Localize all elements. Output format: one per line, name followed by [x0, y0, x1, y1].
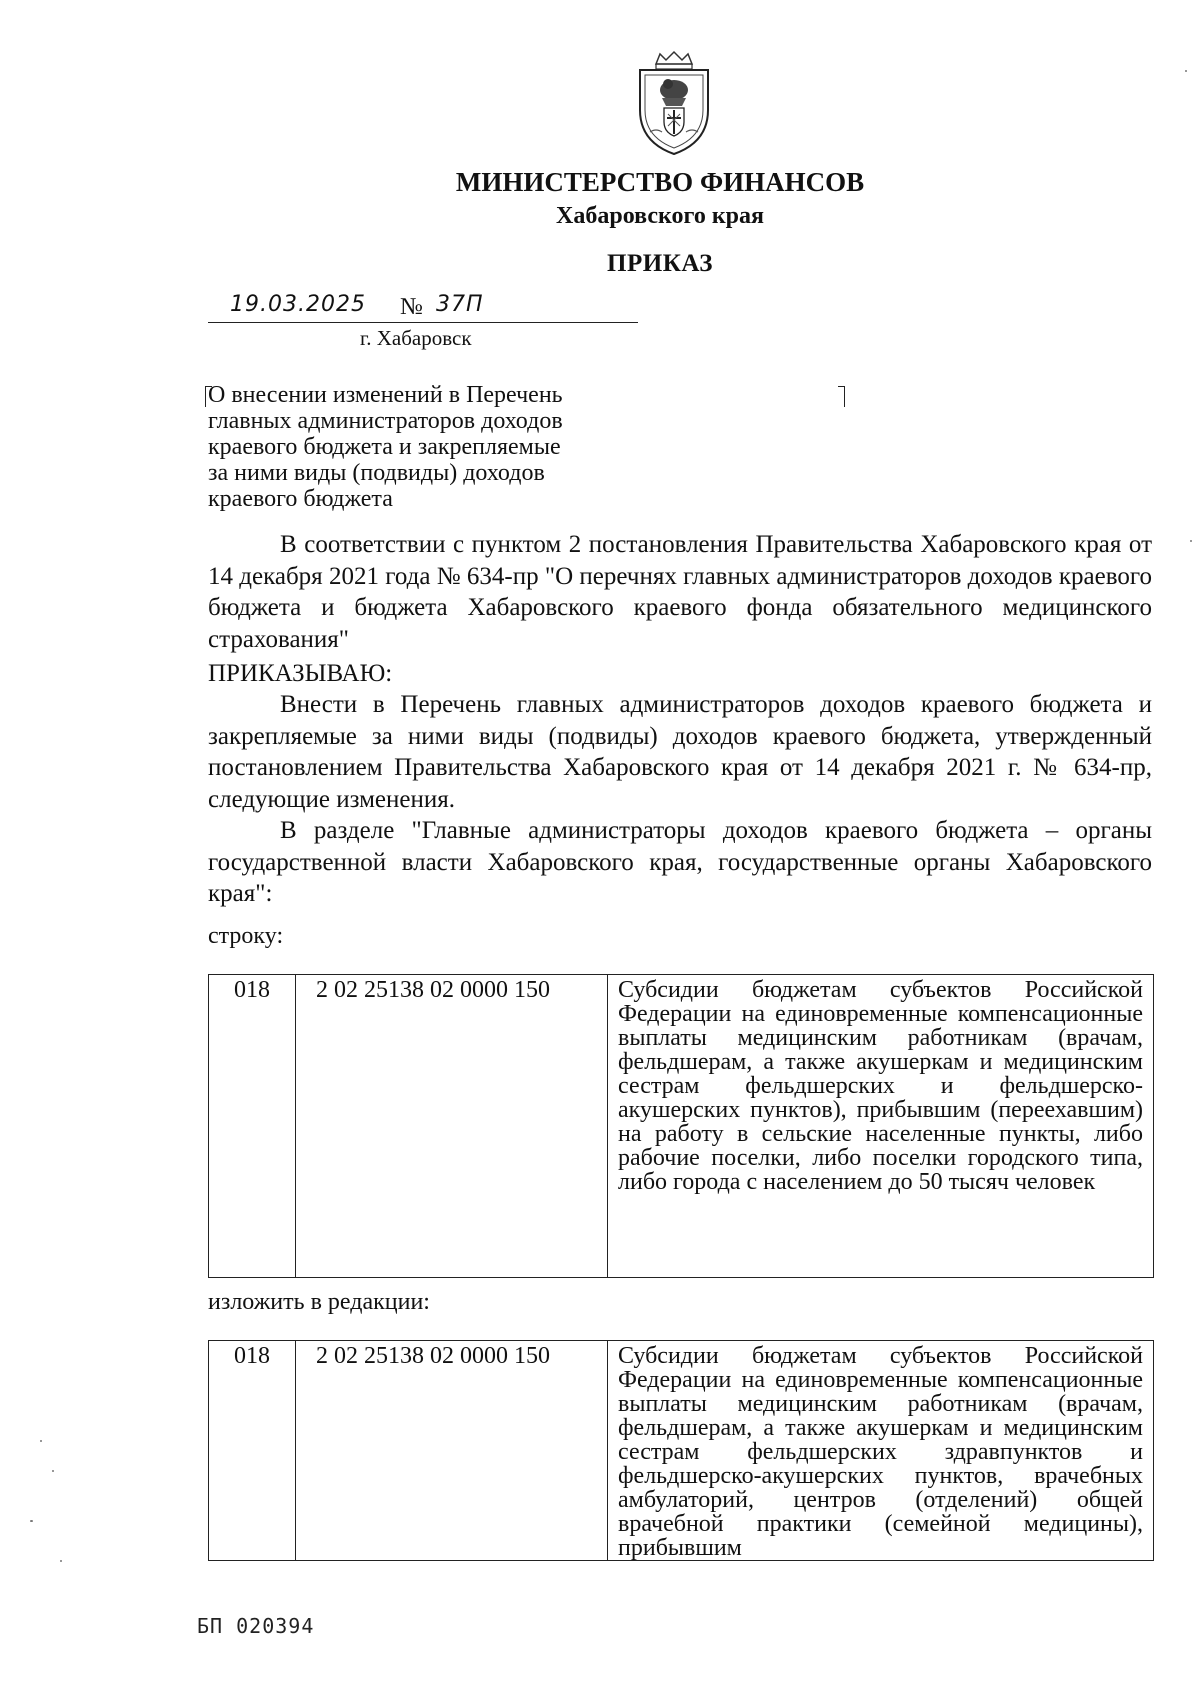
order-word: ПРИКАЗЫВАЮ: [208, 660, 393, 687]
subject-line: за ними виды (подвиды) доходов [208, 460, 545, 486]
new-row-table [208, 1340, 1154, 1561]
scan-speck [60, 1560, 62, 1562]
date-number-line [208, 292, 638, 323]
scan-speck [52, 1470, 54, 1472]
admin-code-cell: 018 [209, 1341, 296, 1561]
label-row: строку: [208, 923, 284, 949]
description-cell: Субсидии бюджетам субъектов Российской Федерации на единовременные компенсационные выплаты медицинским работникам (врачам, фельдшерам, а также акушеркам и медицинским сестрам фельдшерских здравпунктов и фельдшерско-акушерских пунктов, врачебных амбулаторий, центров (отделений) общей врачебной практики (семейной медицины), прибывшим [608, 1341, 1154, 1561]
scan-speck [1185, 70, 1187, 72]
description-cell: Субсидии бюджетам субъектов Российской Федерации на единовременные компенсационные выплаты медицинским работникам (врачам, фельдшерам, а также акушеркам и медицинским сестрам фельдшерских и фельдшерско-акушерских пунктов), прибывшим (переехавшим) на работу в сельские населенные пункты, либо рабочие поселки, либо поселки городского типа, либо города с населением до 50 тысяч человек [608, 975, 1154, 1278]
ministry-region: Хабаровского края [556, 203, 764, 229]
scan-speck [1190, 540, 1192, 542]
scan-speck [30, 1520, 33, 1522]
label-edit: изложить в редакции: [208, 1289, 430, 1315]
order-date: 19.03.2025 [230, 292, 366, 317]
order-number: 37П [436, 292, 484, 317]
preamble-block [208, 529, 1152, 655]
subject-line: О внесении изменений в Перечень [208, 382, 563, 408]
scan-speck [40, 1440, 42, 1442]
paragraph-2-block [208, 815, 1152, 910]
subject-line: главных администраторов доходов [208, 408, 563, 434]
form-serial: БП 020394 [197, 1614, 315, 1638]
table-row [209, 1341, 1154, 1561]
admin-code-cell: 018 [209, 975, 296, 1278]
preamble: В соответствии с пунктом 2 постановления Правительства Хабаровского края от 14 декабря 2021 года № 634-пр "О перечнях главных администраторов доходов краевого бюджета и бюджета Хабаровского краевого фонда обязательного медицинского страхования" [208, 531, 1152, 653]
ministry-name: МИНИСТЕРСТВО ФИНАНСОВ [455, 167, 865, 197]
paragraph-1: Внести в Перечень главных администраторов доходов краевого бюджета и закрепляемые за ними виды (подвиды) доходов краевого бюджета, утвержденный постановлением Правительства Хабаровского края от 14 декабря 2021 г. № 634-пр, следующие изменения. [208, 691, 1152, 813]
document-type: ПРИКАЗ [607, 250, 713, 277]
table-row [209, 975, 1154, 1278]
paragraph-1-block [208, 689, 1152, 815]
paragraph-2: В разделе "Главные администраторы доходов краевого бюджета – органы государственной власти Хабаровского края, государственные органы Хабаровского края": [208, 817, 1152, 907]
subject-line: краевого бюджета и закрепляемые [208, 434, 561, 460]
old-row-table [208, 974, 1154, 1278]
number-sign: № [400, 294, 423, 320]
income-code-cell: 2 02 25138 02 0000 150 [296, 975, 608, 1278]
city: г. Хабаровск [360, 326, 472, 350]
order-word-block [208, 658, 1152, 690]
subject-line: краевого бюджета [208, 486, 393, 512]
subject-bracket-left [205, 386, 212, 407]
income-code-cell: 2 02 25138 02 0000 150 [296, 1341, 608, 1561]
subject-bracket-right [838, 386, 845, 407]
order-subject [208, 382, 648, 512]
coat-of-arms-icon [634, 50, 714, 158]
